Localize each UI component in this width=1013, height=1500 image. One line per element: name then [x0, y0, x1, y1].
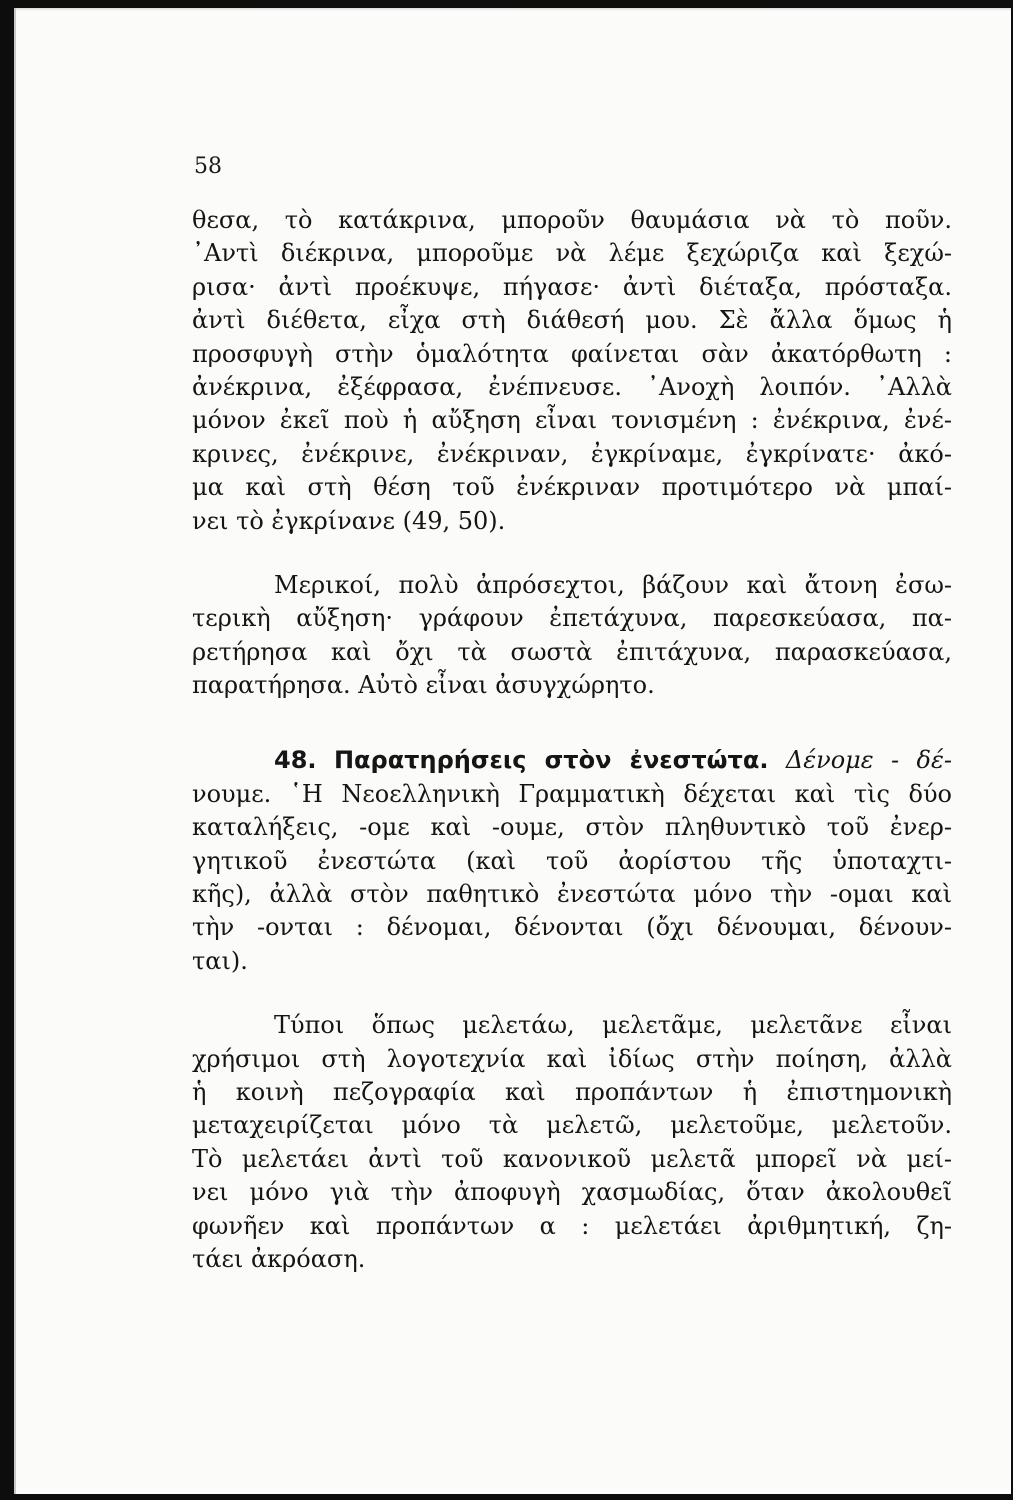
text-line: ται).: [192, 946, 248, 975]
text-line: Μερικοί, πολὺ ἀπρόσεχτοι, βάζουν καὶ ἄτονη ἐσω-: [274, 570, 952, 599]
text-line: μα καὶ στὴ θέση τοῦ ἐνέκριναν προτιμότερο νὰ μπαί-: [192, 473, 952, 502]
text-line: θεσα, τὸ κατάκρινα, μποροῦν θαυμάσια νὰ τὸ ποῦν.: [192, 206, 952, 234]
text-line: ρισα· ἀντὶ προέκυψε, πήγασε· ἀντὶ διέταξα, πρόσταξα.: [192, 272, 952, 301]
text-line: παρατήρησα. Αὐτὸ εἶναι ἀσυγχώρητο.: [192, 671, 655, 700]
section-subject: Δένομε - δέ-: [785, 746, 952, 775]
text-line: νει μόνο γιὰ τὴν ἀποφυγὴ χασμωδίας, ὅταν ἀκολουθεῖ: [192, 1178, 952, 1207]
paragraph-1: [192, 204, 952, 538]
paragraph-2: [192, 569, 952, 703]
text-line: χρήσιμοι στὴ λογοτεχνία καὶ ἰδίως στὴν ποίηση, ἀλλὰ: [192, 1044, 952, 1073]
text-line: ἡ κοινὴ πεζογραφία καὶ προπάντων ἡ ἐπιστημονικὴ: [192, 1077, 952, 1106]
section-48: [192, 744, 952, 978]
text-line: ρετήρησα καὶ ὄχι τὰ σωστὰ ἐπιτάχυνα, παρασκεύασα,: [192, 637, 952, 666]
text-line: μεταχειρίζεται μόνο τὰ μελετῶ, μελετοῦμε, μελετοῦν.: [192, 1111, 952, 1140]
text-line: τάει ἀκρόαση.: [192, 1244, 366, 1273]
text-line: ᾿Αντὶ διέκρινα, μποροῦμε νὰ λέμε ξεχώριζα καὶ ξεχώ-: [192, 239, 952, 268]
text-line: νουμε. ῾Η Νεοελληνικὴ Γραμματικὴ δέχεται καὶ τὶς δύο: [192, 779, 952, 808]
section-number: 48.: [274, 746, 317, 775]
section-title: Παρατηρήσεις στὸν ἐνεστώτα.: [333, 746, 769, 775]
text-line: γητικοῦ ἐνεστώτα (καὶ τοῦ ἀορίστου τῆς ὑποταχτι-: [192, 846, 952, 875]
section-heading-line: [192, 744, 952, 777]
text-line: Τὸ μελετάει ἀντὶ τοῦ κανονικοῦ μελετᾶ μπορεῖ νὰ μεί-: [192, 1144, 952, 1173]
text-line: μόνον ἐκεῖ ποὺ ἡ αὔξηση εἶναι τονισμένη : ἐνέκρινα, ἐνέ-: [192, 406, 952, 435]
paragraph-gap: [192, 978, 952, 1009]
page-number: 58: [194, 154, 222, 179]
text-line: ἀντὶ διέθετα, εἶχα στὴ διάθεσή μου. Σὲ ἄλλα ὅμως ἡ: [192, 306, 952, 335]
paragraph-gap: [192, 702, 952, 744]
paragraph-gap: [192, 538, 952, 569]
text-line: Τύποι ὅπως μελετάω, μελετᾶμε, μελετᾶνε εἶναι: [274, 1011, 952, 1040]
book-page: [14, 8, 1011, 1494]
text-line: καταλήξεις, -ομε καὶ -ουμε, στὸν πληθυντικὸ τοῦ ἐνερ-: [192, 813, 952, 842]
text-line: ἀνέκρινα, ἐξέφρασα, ἐνέπνευσε. ᾿Ανοχὴ λοιπόν. ᾿Αλλὰ: [192, 372, 952, 401]
text-line: τερικὴ αὔξηση· γράφουν ἐπετάχυνα, παρεσκεύασα, πα-: [192, 604, 952, 633]
text-line: φωνῆεν καὶ προπάντων α : μελετάει ἀριθμητική, ζη-: [192, 1211, 952, 1240]
text-line: τὴν -ονται : δένομαι, δένονται (ὄχι δένουμαι, δένουν-: [192, 913, 952, 942]
text-line: κῆς), ἀλλὰ στὸν παθητικὸ ἐνεστώτα μόνο τὴν -ομαι καὶ: [192, 880, 952, 909]
paragraph-4: [192, 1009, 952, 1276]
text-line: νει τὸ ἐγκρίνανε (49, 50).: [192, 506, 506, 535]
body-text: [192, 204, 952, 1276]
text-line: κρινες, ἐνέκρινε, ἐνέκριναν, ἐγκρίναμε, ἐγκρίνατε· ἀκό-: [192, 439, 952, 468]
scan-edge: [16, 8, 1011, 11]
text-line: προσφυγὴ στὴν ὁμαλότητα φαίνεται σὰν ἀκατόρθωτη :: [192, 339, 952, 368]
